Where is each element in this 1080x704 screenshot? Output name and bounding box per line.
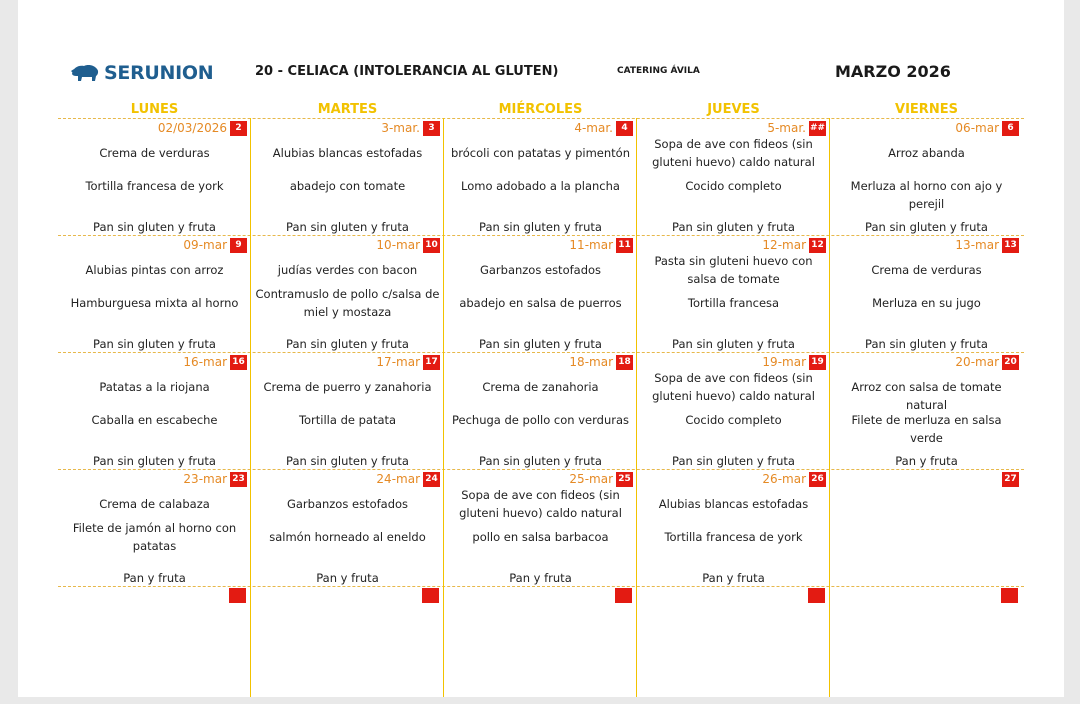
empty-cell [444,587,637,704]
day-number-badge: 23 [230,472,247,487]
day-cell [830,352,1023,469]
day-cell [830,118,1023,235]
day-cell [58,352,251,469]
dessert: Pan sin gluten y fruta [865,337,988,351]
second-course: Tortilla francesa de york [85,179,224,193]
day-number-badge: 6 [1002,121,1019,136]
catering-name: CATERING ÁVILA [617,66,700,76]
day-number-badge: 3 [423,121,440,136]
dessert: Pan sin gluten y fruta [93,454,216,468]
day-number-badge: 18 [616,355,633,370]
empty-cell [830,587,1023,704]
first-course: Sopa de ave con fideos (sin gluteni huevo) caldo natural [652,371,815,403]
cell-date: 19-mar [762,355,806,369]
first-course: Garbanzos estofados [286,497,409,511]
day-cell [251,235,444,352]
first-course: Pasta sin gluteni huevo con salsa de tomate [654,254,813,286]
second-course: Contramuslo de pollo c/salsa de miel y mostaza [255,287,440,319]
day-number-badge: 12 [809,238,826,253]
dessert: Pan sin gluten y fruta [479,220,602,234]
day-number-badge: 24 [423,472,440,487]
day-cell [444,118,637,235]
first-course: Sopa de ave con fideos (sin gluteni huevo) caldo natural [652,137,815,169]
dessert: Pan sin gluten y fruta [286,454,409,468]
second-course: Caballa en escabeche [91,413,218,427]
day-header-thursday: JUEVES [707,102,760,117]
second-course: abadejo en salsa de puerros [459,296,622,310]
day-cell [830,235,1023,352]
second-course: Filete de merluza en salsa verde [851,413,1002,445]
red-marker [615,588,632,603]
day-number-badge: 11 [616,238,633,253]
brand-logo [70,62,213,84]
second-course: salmón horneado al eneldo [269,530,426,544]
cell-date: 06-mar [955,121,999,135]
day-cell [637,235,830,352]
cell-date: 24-mar [376,472,420,486]
day-cell [830,469,1023,586]
first-course: Arroz abanda [888,146,965,160]
second-course: Lomo adobado a la plancha [461,179,620,193]
cell-date: 20-mar [955,355,999,369]
day-cell [58,118,251,235]
cell-date: 17-mar [376,355,420,369]
first-course: Garbanzos estofados [479,263,602,277]
second-course: Tortilla francesa [687,296,780,310]
cell-date: 4-mar. [574,121,613,135]
day-cell [444,352,637,469]
day-number-badge: 2 [230,121,247,136]
day-cell [58,469,251,586]
second-course: Pechuga de pollo con verduras [451,413,629,427]
second-course: abadejo con tomate [289,179,406,193]
cell-date: 18-mar [569,355,613,369]
first-course: Arroz con salsa de tomate natural [851,380,1002,412]
day-cell [637,118,830,235]
dessert: Pan sin gluten y fruta [479,337,602,351]
first-course: Crema de zanahoria [482,380,599,394]
first-course: Sopa de ave con fideos (sin gluteni huevo) caldo natural [459,488,622,520]
day-number-badge: 19 [809,355,826,370]
day-number-badge: 20 [1002,355,1019,370]
day-header-friday: VIERNES [895,102,958,117]
first-course: Alubias pintas con arroz [85,263,224,277]
dessert: Pan sin gluten y fruta [286,337,409,351]
day-number-badge: 25 [616,472,633,487]
second-course: Merluza en su jugo [872,296,981,310]
dessert: Pan y fruta [509,571,572,585]
day-number-badge: 17 [423,355,440,370]
day-number-badge: ## [809,121,826,136]
cell-date: 09-mar [183,238,227,252]
day-cell [637,469,830,586]
day-header-monday: LUNES [130,102,179,117]
dessert: Pan y fruta [702,571,765,585]
first-course: judías verdes con bacon [277,263,418,277]
day-number-badge: 10 [423,238,440,253]
dessert: Pan sin gluten y fruta [865,220,988,234]
cell-date: 10-mar [376,238,420,252]
empty-cell [251,587,444,704]
cell-date: 11-mar [569,238,613,252]
cell-date: 25-mar [569,472,613,486]
empty-cell [637,587,830,704]
cell-date: 12-mar [762,238,806,252]
dessert: Pan sin gluten y fruta [93,220,216,234]
cell-date: 23-mar [183,472,227,486]
second-course: pollo en salsa barbacoa [472,530,609,544]
red-marker [1001,588,1018,603]
dessert: Pan y fruta [123,571,186,585]
day-number-badge: 13 [1002,238,1019,253]
first-course: brócoli con patatas y pimentón [451,146,630,160]
first-course: Alubias blancas estofadas [658,497,809,511]
day-cell [58,235,251,352]
day-number-badge: 27 [1002,472,1019,487]
cell-date: 02/03/2026 [157,121,227,135]
second-course: Hamburguesa mixta al horno [70,296,239,310]
day-header-wednesday: MIÉRCOLES [498,102,583,117]
second-course: Merluza al horno con ajo y perejil [850,179,1003,211]
cell-date: 5-mar. [767,121,806,135]
dessert: Pan sin gluten y fruta [479,454,602,468]
dessert: Pan sin gluten y fruta [672,454,795,468]
day-cell [637,352,830,469]
first-course: Crema de puerro y zanahoria [263,380,432,394]
first-course: Crema de calabaza [99,497,210,511]
red-marker [422,588,439,603]
second-course: Tortilla de patata [298,413,397,427]
brand-name: SERUNION [104,62,214,84]
month-title: MARZO 2026 [835,62,951,81]
day-header-tuesday: MARTES [317,102,378,117]
cell-date: 13-mar [955,238,999,252]
first-course: Patatas a la riojana [99,380,210,394]
menu-calendar-grid [58,118,1024,697]
day-number-badge: 4 [616,121,633,136]
second-course: Tortilla francesa de york [664,530,803,544]
dessert: Pan y fruta [316,571,379,585]
day-number-badge: 9 [230,238,247,253]
first-course: Crema de verduras [99,146,210,160]
red-marker [229,588,246,603]
dessert: Pan y fruta [895,454,958,468]
second-course: Cocido completo [685,413,782,427]
day-cell [251,352,444,469]
dessert: Pan sin gluten y fruta [672,220,795,234]
empty-cell [58,587,251,704]
dessert: Pan sin gluten y fruta [672,337,795,351]
cell-date: 3-mar. [381,121,420,135]
red-marker [808,588,825,603]
bison-logo-icon [70,62,100,84]
day-cell [444,235,637,352]
day-cell [251,118,444,235]
first-course: Alubias blancas estofadas [272,146,423,160]
menu-title: 20 - CELIACA (INTOLERANCIA AL GLUTEN) [255,64,559,79]
day-number-badge: 26 [809,472,826,487]
dessert: Pan sin gluten y fruta [93,337,216,351]
day-cell [444,469,637,586]
second-course: Filete de jamón al horno con patatas [72,521,237,553]
day-number-badge: 16 [230,355,247,370]
first-course: Crema de verduras [871,263,982,277]
second-course: Cocido completo [685,179,782,193]
dessert: Pan sin gluten y fruta [286,220,409,234]
cell-date: 26-mar [762,472,806,486]
cell-date: 16-mar [183,355,227,369]
day-cell [251,469,444,586]
